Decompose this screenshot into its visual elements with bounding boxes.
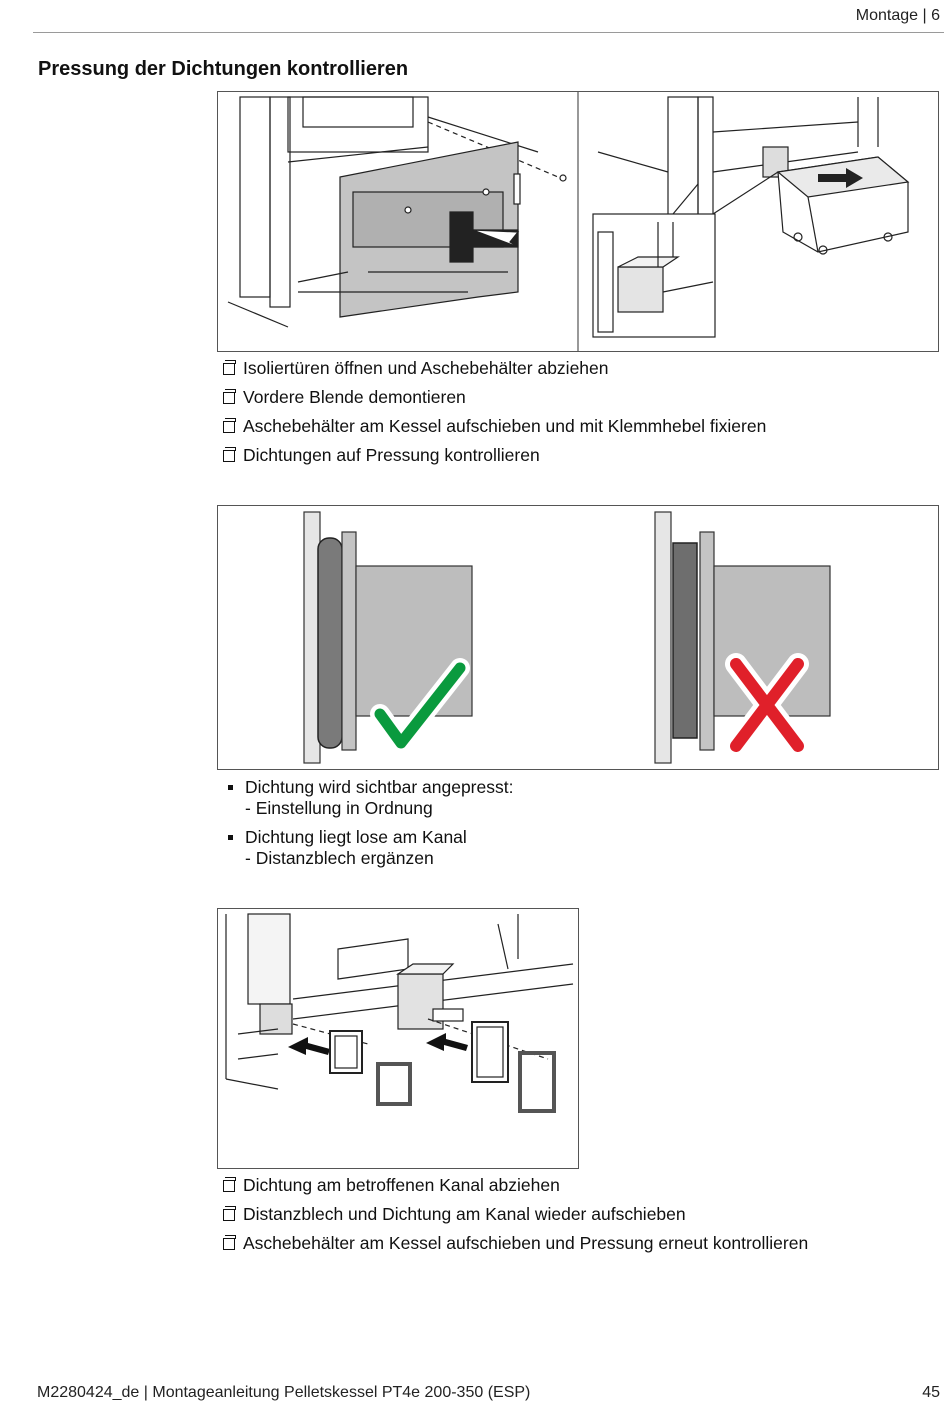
footer-page-number: 45 — [922, 1384, 940, 1401]
footer-document-title: M2280424_de | Montageanleitung Pelletskessel PT4e 200-350 (ESP) — [37, 1384, 531, 1401]
bullet-icon — [228, 785, 233, 790]
header-section: Montage | 6 — [855, 7, 940, 24]
plate-right — [700, 532, 714, 750]
gasket-pressed — [318, 538, 342, 748]
plate-left — [342, 532, 356, 750]
step-item: Dichtungen auf Pressung kontrollieren — [222, 445, 766, 474]
result-list — [224, 777, 513, 877]
checkbox-icon — [223, 363, 235, 375]
step-item: Aschebehälter am Kessel aufschieben und mit Klemmhebel fixieren — [222, 416, 766, 445]
checkbox-icon — [223, 1180, 235, 1192]
checkbox-icon — [223, 1209, 235, 1221]
figure-panel-removal — [217, 91, 939, 352]
wall-right — [655, 512, 671, 763]
gasket-loose — [673, 543, 697, 738]
figure-spacer-mounting — [217, 908, 579, 1169]
step-item: Dichtung am betroffenen Kanal abziehen — [222, 1175, 808, 1204]
figure-gasket-check — [217, 505, 939, 770]
checkbox-icon — [223, 421, 235, 433]
steps-list-2 — [222, 1175, 808, 1262]
result-item-ok: Dichtung wird sichtbar angepresst: - Einstellung in Ordnung — [224, 777, 513, 819]
checkbox-icon — [223, 1238, 235, 1250]
page-title: Pressung der Dichtungen kontrollieren — [38, 58, 409, 80]
step-item: Vordere Blende demontieren — [222, 387, 766, 416]
bullet-icon — [228, 835, 233, 840]
step-item: Isoliertüren öffnen und Aschebehälter abziehen — [222, 358, 766, 387]
checkbox-icon — [223, 392, 235, 404]
checkbox-icon — [223, 450, 235, 462]
header-divider — [33, 32, 944, 33]
step-item: Distanzblech und Dichtung am Kanal wieder aufschieben — [222, 1204, 808, 1233]
result-item-not-ok: Dichtung liegt lose am Kanal - Distanzblech ergänzen — [224, 827, 513, 869]
steps-list-1 — [222, 358, 766, 474]
channel-left — [356, 566, 472, 716]
step-item: Aschebehälter am Kessel aufschieben und Pressung erneut kontrollieren — [222, 1233, 808, 1262]
